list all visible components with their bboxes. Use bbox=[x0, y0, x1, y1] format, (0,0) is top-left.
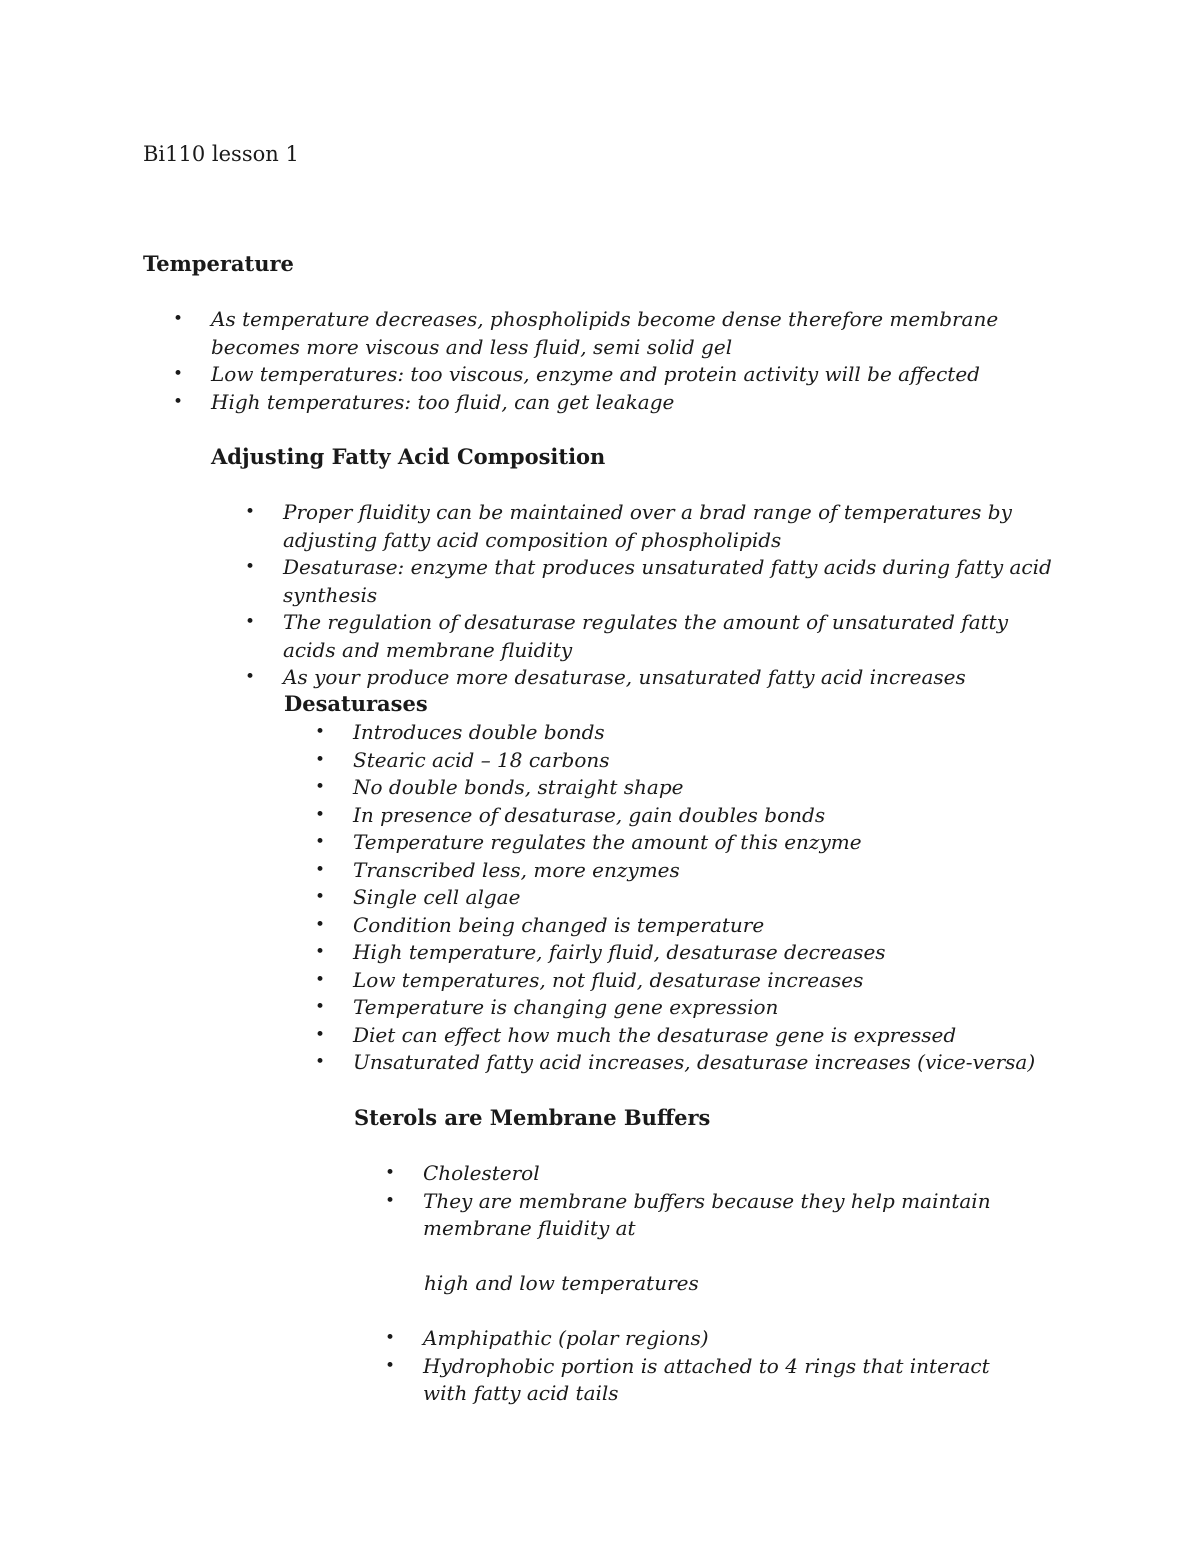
list-item: • Low temperatures, not fluid, desaturase increases bbox=[285, 967, 1065, 995]
adjusting-list bbox=[215, 499, 1055, 692]
list-item: • They are membrane buffers because they help maintain membrane fluidity at bbox=[355, 1188, 1035, 1243]
list-item: • High temperature, fairly fluid, desaturase decreases bbox=[285, 939, 1065, 967]
heading-temperature: Temperature bbox=[143, 251, 294, 276]
list-item: • Introduces double bonds bbox=[285, 719, 1065, 747]
list-item: • Desaturase: enzyme that produces unsaturated fatty acids during fatty acid synthesis bbox=[215, 554, 1055, 609]
list-item: • Transcribed less, more enzymes bbox=[285, 857, 1065, 885]
document-title: Bi110 lesson 1 bbox=[143, 142, 299, 166]
sterols-continuation: high and low temperatures bbox=[424, 1271, 699, 1295]
list-item: • Temperature is changing gene expression bbox=[285, 994, 1065, 1022]
sterols-list-2 bbox=[355, 1325, 1035, 1408]
list-item: • High temperatures: too fluid, can get leakage bbox=[143, 389, 1063, 417]
list-item: • Hydrophobic portion is attached to 4 rings that interact with fatty acid tails bbox=[355, 1353, 1035, 1408]
list-item: • Temperature regulates the amount of this enzyme bbox=[285, 829, 1065, 857]
list-item: • Amphipathic (polar regions) bbox=[355, 1325, 1035, 1353]
list-item: • Cholesterol bbox=[355, 1160, 1035, 1188]
list-item: • Condition being changed is temperature bbox=[285, 912, 1065, 940]
list-item: • Unsaturated fatty acid increases, desaturase increases (vice-versa) bbox=[285, 1049, 1065, 1077]
list-item: • As temperature decreases, phospholipids become dense therefore membrane becomes more viscous and less fluid, semi solid gel bbox=[143, 306, 1063, 361]
temperature-list bbox=[143, 306, 1063, 416]
list-item: • Proper fluidity can be maintained over a brad range of temperatures by adjusting fatty acid composition of phospholipids bbox=[215, 499, 1055, 554]
heading-adjusting-fatty-acid: Adjusting Fatty Acid Composition bbox=[211, 444, 606, 469]
list-item: • No double bonds, straight shape bbox=[285, 774, 1065, 802]
heading-sterols: Sterols are Membrane Buffers bbox=[354, 1105, 711, 1130]
list-item: • Diet can effect how much the desaturase gene is expressed bbox=[285, 1022, 1065, 1050]
desaturases-list bbox=[285, 719, 1065, 1077]
heading-desaturases: Desaturases bbox=[284, 691, 428, 716]
list-item: • The regulation of desaturase regulates the amount of unsaturated fatty acids and membrane fluidity bbox=[215, 609, 1055, 664]
sterols-list bbox=[355, 1160, 1035, 1243]
list-item: • In presence of desaturase, gain doubles bonds bbox=[285, 802, 1065, 830]
list-item: • Single cell algae bbox=[285, 884, 1065, 912]
list-item: • As your produce more desaturase, unsaturated fatty acid increases bbox=[215, 664, 1055, 692]
list-item: • Stearic acid – 18 carbons bbox=[285, 747, 1065, 775]
list-item: • Low temperatures: too viscous, enzyme and protein activity will be affected bbox=[143, 361, 1063, 389]
